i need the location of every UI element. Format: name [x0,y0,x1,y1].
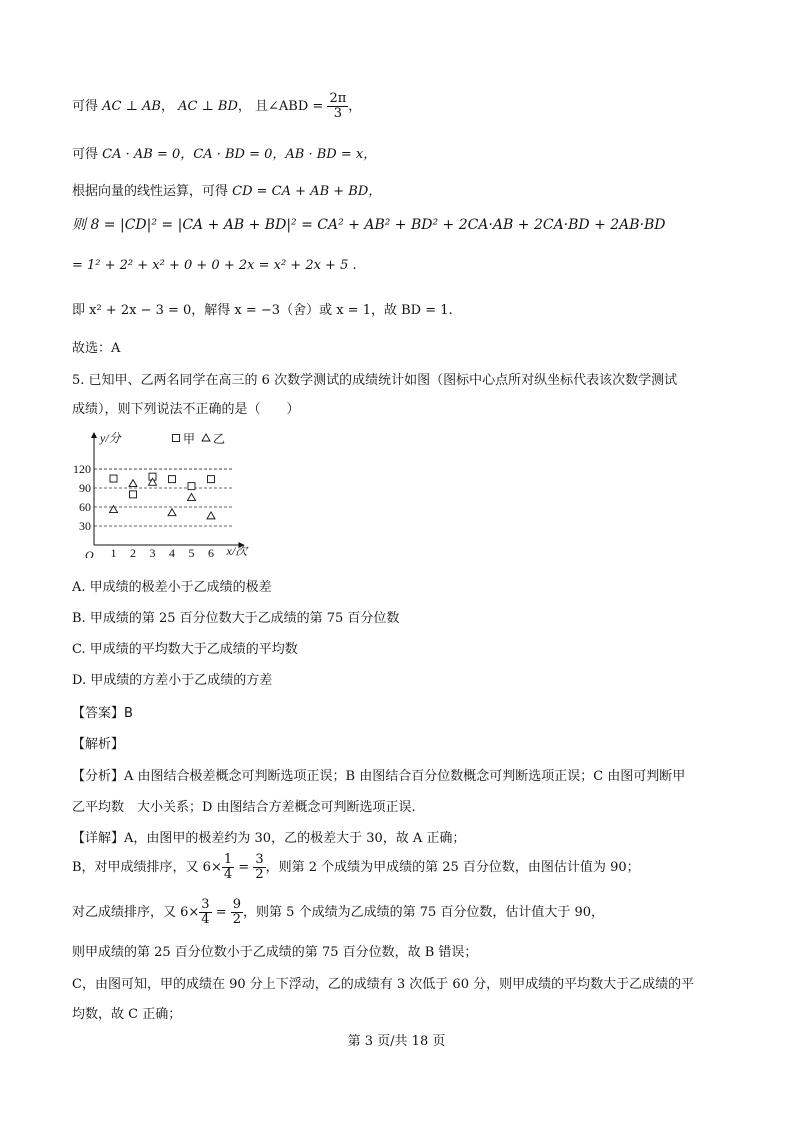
legend-label-jia: 甲 [183,432,196,446]
fraction-three-halves [253,853,265,882]
detail-line-c2: 均数，故 C 正确； [72,1007,182,1022]
y-tick-label: 60 [79,500,91,515]
proof-line-7 [72,337,120,356]
detail-line-b3: 则甲成绩的第 25 百分位数小于乙成绩的第 75 百分位数，故 B 错误； [72,945,478,960]
triangle-marker [207,512,215,519]
fraction-denominator: 3 [333,106,343,121]
square-marker [208,476,215,483]
detail-line-b2 [72,898,604,927]
fraction-one-quarter [222,853,234,882]
x-tick-label: 3 [149,546,156,558]
square-marker [110,475,117,482]
origin-label: O [85,548,94,558]
detail-line-b1 [72,853,640,882]
analysis-label: 【解析】 [72,737,125,752]
x-axis-label: x/次 [226,544,248,558]
square-marker [173,435,180,442]
proof-l1-b: AC ⊥ BD [178,99,238,114]
triangle-marker [129,480,137,487]
proof-line-6 [72,299,453,318]
square-marker [130,491,137,498]
question-stem-line-1: 5. 已知甲、乙两名同学在高三的 6 次数学测试的成绩统计如图（图标中心点所对纵坐标代表该次数学测试 [72,373,678,388]
scatter-chart [72,428,262,558]
detail-b2-pre: 对乙成绩排序，又 6× [72,905,200,920]
proof-l2-prefix: 可得 [72,147,99,162]
fraction-numerator: 3 [255,852,264,867]
detail-line-c1: C，由图可知，甲的成绩在 90 分上下浮动，乙的成绩有 3 次低于 60 分，则甲成绩的平均数大于乙成绩的平 [72,977,695,992]
x-tick-label: 5 [188,546,195,558]
proof-l1-prefix: 可得 [72,99,99,114]
proof-l7-text: 故选：A [72,341,121,356]
chart-legend [173,432,226,446]
proof-l1-a: AC ⊥ AB [102,99,161,114]
option-b: B. 甲成绩的第 25 百分位数大于乙成绩的第 75 百分位数 [72,611,400,626]
page-footer: 第 3 页/共 18 页 [347,1034,446,1049]
equals-sign: = [234,860,254,875]
square-marker [188,483,195,490]
proof-l5-formula: = 1² + 2² + x² + 0 + 0 + 2x = x² + 2x + 5 . [72,258,357,273]
proof-line-3 [72,180,381,199]
triangle-marker [202,434,210,441]
answer-label: 【答案】B [72,706,133,721]
y-tick-label: 90 [79,481,91,496]
question-stem-line-2: 成绩），则下列说法不正确的是（ ） [72,402,300,417]
detail-line-a: 【详解】A，由图甲的极差约为 30，乙的极差大于 30，故 A 正确； [72,831,466,846]
proof-l4-formula: 则 8 = |CD|² = |CA + AB + BD|² = CA² + AB² + BD² + 2CA·AB + 2CA·BD + 2AB·BD [72,217,666,233]
proof-l1-c: 且∠ABD = [255,99,324,114]
chart-points [110,473,216,519]
fraction-numerator: 3 [201,897,210,912]
y-axis-arrow [91,432,97,438]
proof-l2-text: CA · AB = 0，CA · BD = 0，AB · BD = x， [102,147,377,162]
option-d: D. 甲成绩的方差小于乙成绩的方差 [72,673,273,688]
equals-sign: = [211,905,231,920]
chart-ticks [73,431,249,558]
fraction-three-quarters [199,898,211,927]
fraction-denominator: 4 [201,912,210,927]
option-c: C. 甲成绩的平均数大于乙成绩的平均数 [72,642,298,657]
y-tick-label: 30 [79,519,91,534]
proof-l3-formula: CD = CA + AB + BD， [232,184,382,199]
legend-label-yi: 乙 [213,432,226,446]
fraction-numerator: 1 [223,852,233,867]
fraction-numerator: 9 [232,897,242,912]
detail-b1-pre: B，对甲成绩排序，又 6× [72,860,222,875]
x-tick-label: 4 [169,546,175,558]
fraction-numerator: 2π [329,91,347,106]
fraction-denominator: 2 [255,867,264,882]
square-marker [169,476,176,483]
proof-line-4 [72,214,666,234]
fraction-nine-halves [231,898,243,927]
x-tick-label: 6 [208,546,214,558]
proof-l3-text: 根据向量的线性运算，可得 [72,184,229,199]
fraction-denominator: 4 [223,867,233,882]
proof-line-1: 可得 AC ⊥ AB， AC ⊥ BD， 且∠ABD = $\frac{2\pi}{3}$ ， [72,91,362,121]
triangle-marker [110,506,118,513]
x-tick-label: 1 [110,546,117,558]
proof-line-5 [72,258,357,273]
y-axis-label: y/分 [100,431,121,445]
proof-l1-fraction [327,92,348,121]
detail-b2-post: ，则第 5 个成绩为乙成绩的第 75 百分位数，估计值大于 90， [243,905,605,920]
y-tick-label: 120 [73,462,91,477]
detail-b1-post: ，则第 2 个成绩为甲成绩的第 25 百分位数，由图估计值为 90； [265,860,640,875]
triangle-marker [168,509,176,516]
proof-l6-text: 即 x² + 2x − 3 = 0，解得 x = −3（舍）或 x = 1，故 BD = 1. [72,303,453,318]
fenxi-line-2: 乙平均数 大小关系；D 由图结合方差概念可判断选项正误. [72,800,416,815]
triangle-marker [188,494,196,501]
x-tick-label: 2 [130,546,136,558]
chart-axes [91,432,245,548]
proof-line-2 [72,143,376,162]
option-a: A. 甲成绩的极差小于乙成绩的极差 [72,580,272,595]
fraction-denominator: 2 [232,912,242,927]
fenxi-line-1: 【分析】A 由图结合极差概念可判断选项正误；B 由图结合百分位数概念可判断选项正误；C 由图可判断甲 [72,769,686,784]
